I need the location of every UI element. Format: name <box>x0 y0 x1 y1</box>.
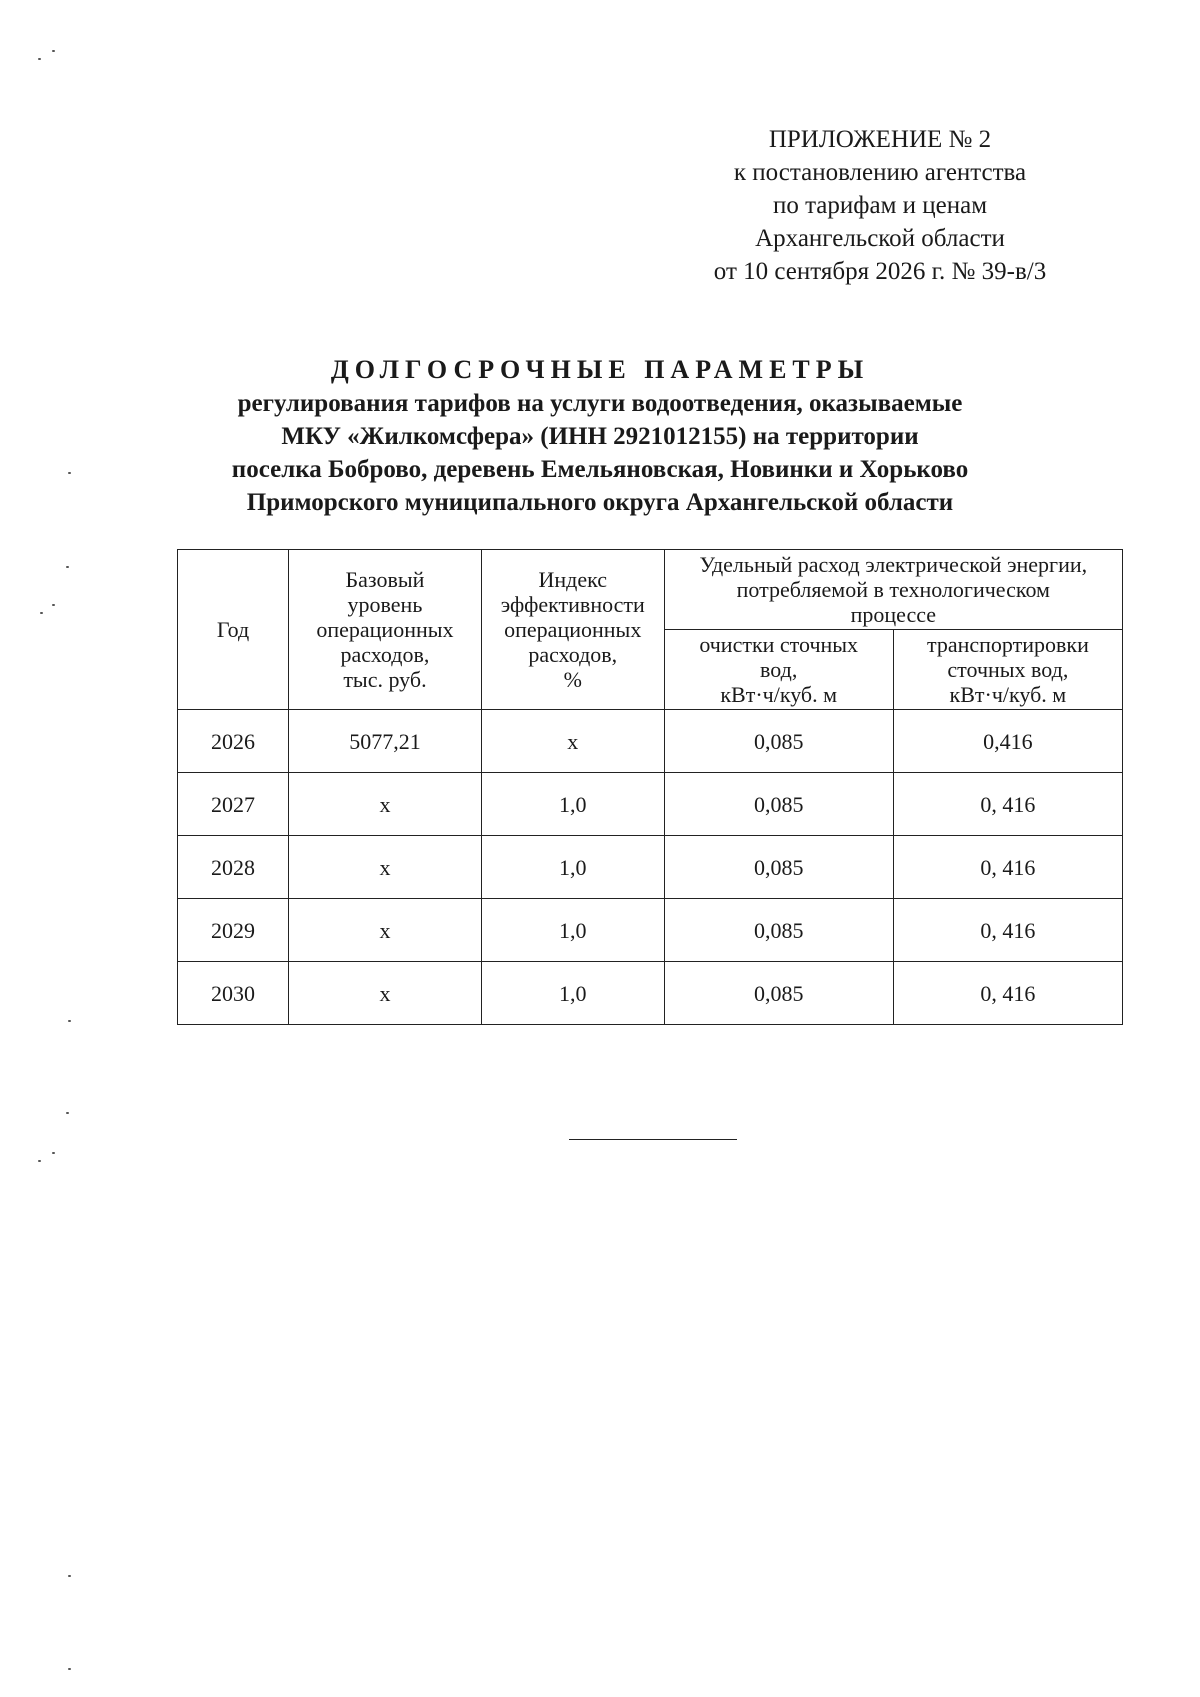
scan-artifact <box>38 58 41 60</box>
cell-treatment-energy: 0,085 <box>664 899 893 962</box>
header-base-level: Базовый уровень операционных расходов, тыс. руб. <box>289 550 482 710</box>
cell-efficiency-index: 1,0 <box>481 899 664 962</box>
header-wastewater-treatment: очистки сточных вод, кВт·ч/куб. м <box>664 630 893 710</box>
cell-year: 2026 <box>178 710 289 773</box>
scan-artifact <box>52 50 55 52</box>
cell-treatment-energy: 0,085 <box>664 836 893 899</box>
cell-transport-energy: 0, 416 <box>893 836 1122 899</box>
parameters-table <box>177 549 1123 1025</box>
appendix-ref-line: по тарифам и ценам <box>772 192 988 219</box>
header-energy-consumption: Удельный расход электрической энергии, потребляемой в технологическом процессе <box>664 550 1122 630</box>
cell-efficiency-index: 1,0 <box>481 836 664 899</box>
title-subline: Приморского муниципального округа Архангельской области <box>246 489 954 516</box>
cell-year: 2027 <box>178 773 289 836</box>
title-main: ДОЛГОСРОЧНЫЕ ПАРАМЕТРЫ <box>330 355 870 384</box>
cell-base-level: х <box>289 962 482 1025</box>
cell-year: 2029 <box>178 899 289 962</box>
table-row <box>178 710 1123 773</box>
table-row <box>178 836 1123 899</box>
scan-artifact <box>68 1575 71 1577</box>
cell-transport-energy: 0, 416 <box>893 899 1122 962</box>
scan-artifact <box>66 1112 69 1114</box>
title-subline: поселка Боброво, деревень Емельяновская, Новинки и Хорьково <box>231 456 969 483</box>
header-year: Год <box>178 550 289 710</box>
scan-artifact <box>66 566 69 568</box>
scan-artifact <box>68 1020 71 1022</box>
document-title <box>150 353 1050 519</box>
cell-efficiency-index: х <box>481 710 664 773</box>
cell-treatment-energy: 0,085 <box>664 710 893 773</box>
cell-treatment-energy: 0,085 <box>664 962 893 1025</box>
appendix-ref-line: Архангельской области <box>755 225 1005 252</box>
title-subline: МКУ «Жилкомсфера» (ИНН 2921012155) на территории <box>281 423 919 450</box>
title-subline: регулирования тарифов на услуги водоотведения, оказываемые <box>237 390 963 417</box>
appendix-number: ПРИЛОЖЕНИЕ № 2 <box>768 126 992 153</box>
cell-base-level: х <box>289 773 482 836</box>
cell-year: 2028 <box>178 836 289 899</box>
table-header-row <box>178 550 1123 630</box>
table-row <box>178 899 1123 962</box>
table-row <box>178 773 1123 836</box>
cell-year: 2030 <box>178 962 289 1025</box>
appendix-block <box>680 123 1080 288</box>
cell-base-level: х <box>289 899 482 962</box>
header-wastewater-transport: транспортировки сточных вод, кВт·ч/куб. м <box>893 630 1122 710</box>
cell-efficiency-index: 1,0 <box>481 962 664 1025</box>
cell-treatment-energy: 0,085 <box>664 773 893 836</box>
scan-artifact <box>38 1160 41 1162</box>
header-efficiency-index: Индекс эффективности операционных расходов, % <box>481 550 664 710</box>
cell-efficiency-index: 1,0 <box>481 773 664 836</box>
cell-base-level: х <box>289 836 482 899</box>
appendix-ref-line: к постановлению агентства <box>733 159 1027 186</box>
scan-artifact <box>52 1152 55 1154</box>
table-row <box>178 962 1123 1025</box>
end-divider-line <box>569 1139 737 1140</box>
scan-artifact <box>68 472 71 474</box>
appendix-date-line: от 10 сентября 2026 г. № 39-в/3 <box>713 258 1047 285</box>
cell-base-level: 5077,21 <box>289 710 482 773</box>
cell-transport-energy: 0, 416 <box>893 773 1122 836</box>
scan-artifact <box>52 604 55 606</box>
scan-artifact <box>40 612 43 614</box>
cell-transport-energy: 0,416 <box>893 710 1122 773</box>
cell-transport-energy: 0, 416 <box>893 962 1122 1025</box>
scan-artifact <box>68 1668 71 1670</box>
